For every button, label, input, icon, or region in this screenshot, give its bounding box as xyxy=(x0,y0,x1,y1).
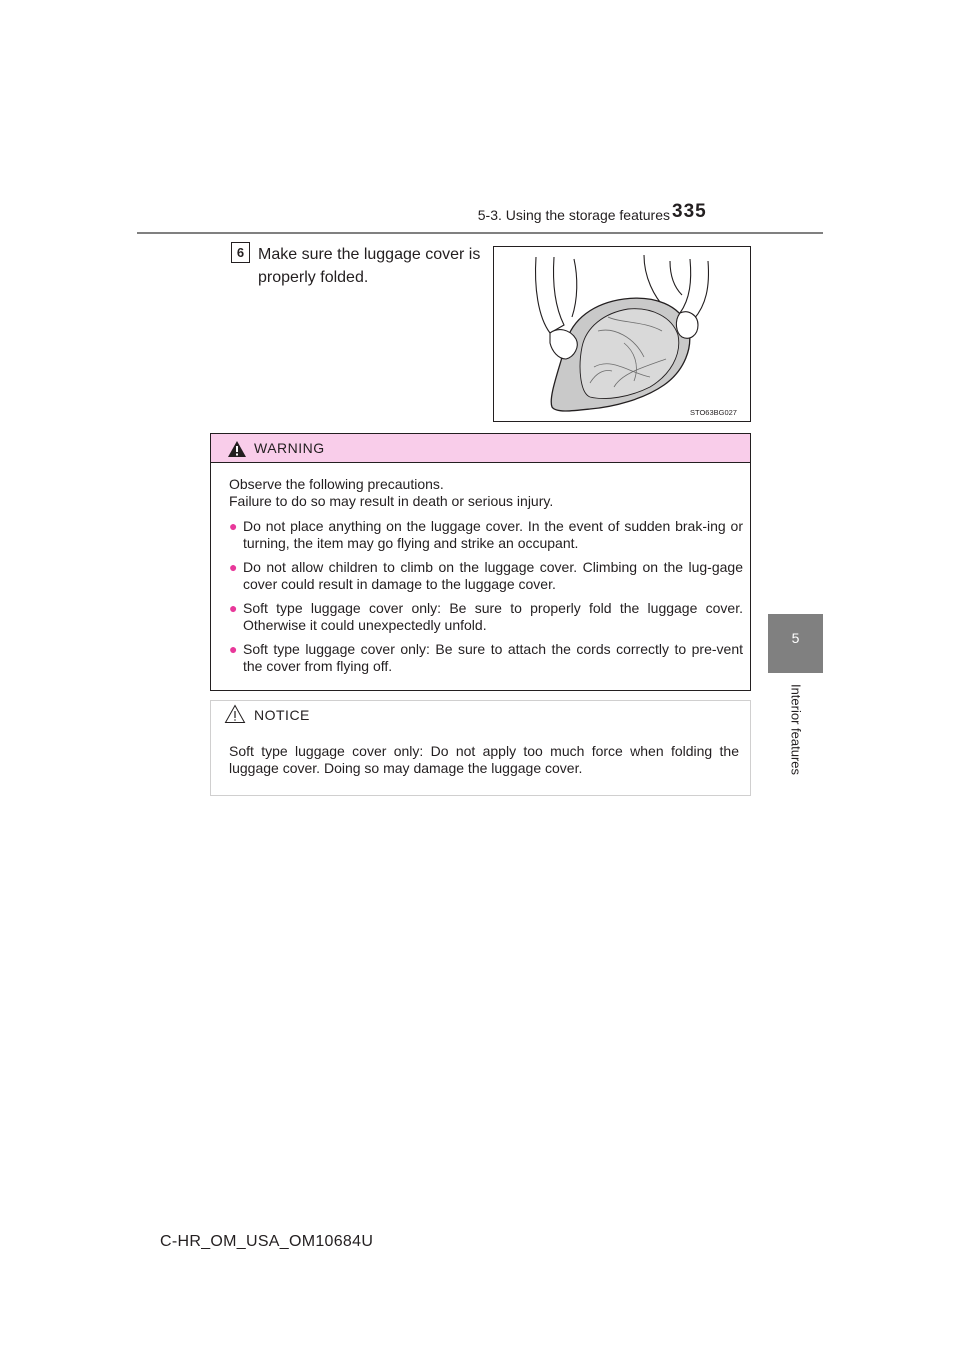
notice-text: Soft type luggage cover only: Do not apply too much force when folding the luggage cover. Doing so may damage the luggage cover. xyxy=(229,743,739,776)
bullet-text: Do not place anything on the luggage cover. In the event of sudden brak-ing or turning, the item may go flying and strike an occupant. xyxy=(243,518,743,551)
step-text: Make sure the luggage cover is properly folded. xyxy=(258,246,481,286)
bullet-text: Soft type luggage cover only: Be sure to attach the cords correctly to pre-vent the cover from flying off. xyxy=(243,641,743,674)
chapter-label: Interior features xyxy=(788,683,804,776)
warning-intro-line1: Observe the following precautions. xyxy=(229,476,444,492)
header-rule xyxy=(137,232,823,234)
section-title: 5-3. Using the storage features xyxy=(477,207,670,223)
document-id: C-HR_OM_USA_OM10684U xyxy=(160,1233,374,1250)
bullet-dot: ● xyxy=(229,600,238,616)
caution-triangle-icon xyxy=(224,704,246,724)
figure-code: STO63BG027 xyxy=(690,408,737,417)
warning-title: WARNING xyxy=(254,440,325,456)
warning-triangle-icon xyxy=(227,440,247,458)
bullet-dot: ● xyxy=(229,559,238,575)
bullet-text: Do not allow children to climb on the luggage cover. Climbing on the lug-gage cover could result in damage to the luggage cover. xyxy=(243,559,743,592)
warning-intro xyxy=(229,476,739,510)
page-number: 335 xyxy=(672,201,707,222)
bullet-text: Soft type luggage cover only: Be sure to properly fold the luggage cover. Otherwise it could unexpectedly unfold. xyxy=(243,600,743,633)
step-number: 6 xyxy=(231,242,250,263)
bullet-dot: ● xyxy=(229,641,238,657)
warning-intro-line2: Failure to do so may result in death or serious injury. xyxy=(229,493,554,509)
notice-title: NOTICE xyxy=(254,707,310,723)
folding-hands-illustration xyxy=(494,247,750,421)
chapter-number: 5 xyxy=(791,630,800,646)
luggage-cover-illustration xyxy=(493,246,751,422)
bullet-dot: ● xyxy=(229,518,238,534)
